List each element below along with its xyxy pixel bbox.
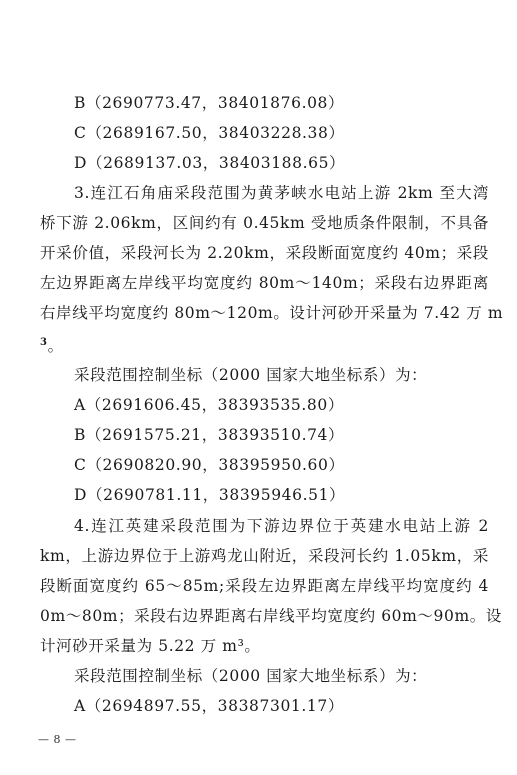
section4-line4: 0m～80m；采段右边界距离右岸线平均宽度约 60m～90m。设 xyxy=(40,607,502,625)
section3-line4: 左边界距离左岸线平均宽度约 80m～140m；采段右边界距离 xyxy=(40,274,489,292)
page-number: — 8 — xyxy=(38,733,77,746)
section3-coord-a: A（2691606.45，38393535.80） xyxy=(74,396,344,414)
section3-coord-b: B（2691575.21，38393510.74） xyxy=(74,426,345,444)
section3-line1: 3.连江石角庙采段范围为黄茅峡水电站上游 2km 至大湾 xyxy=(74,184,489,202)
section3-line6 xyxy=(40,333,489,356)
section4-line1: 4.连江英建采段范围为下游边界位于英建水电站上游 2 xyxy=(74,517,489,535)
coord-d-prev: D（2689137.03，38403188.65） xyxy=(74,154,346,172)
section4-line5: 计河砂开采量为 5.22 万 m³。 xyxy=(40,637,261,655)
section3-coord-d: D（2690781.11，38395946.51） xyxy=(74,486,346,504)
section3-line3: 开采价值，采段河长为 2.20km，采段断面宽度约 40m；采段 xyxy=(40,244,489,262)
section4-coord-title: 采段范围控制坐标（2000 国家大地坐标系）为： xyxy=(74,667,428,685)
section3-line6-tail: 。 xyxy=(47,337,64,356)
section3-line5: 右岸线平均宽度约 80m～120m。设计河砂开采量为 7.42 万 m xyxy=(40,304,504,322)
section4-line3: 段断面宽度约 65～85m;采段左边界距离左岸线平均宽度约 4 xyxy=(40,577,489,595)
section4-line2: km，上游边界位于上游鸡龙山附近，采段河长约 1.05km，采 xyxy=(40,547,489,565)
coord-c-prev: C（2689167.50，38403228.38） xyxy=(74,124,345,142)
section3-coord-c: C（2690820.90，38395950.60） xyxy=(74,456,345,474)
superscript-3: 3 xyxy=(40,337,48,348)
section4-coord-a: A（2694897.55，38387301.17） xyxy=(74,697,344,715)
section3-coord-title: 采段范围控制坐标（2000 国家大地坐标系）为： xyxy=(74,366,428,384)
section3-line2: 桥下游 2.06km，区间约有 0.45km 受地质条件限制，不具备 xyxy=(40,214,489,232)
coord-b-prev: B（2690773.47，38401876.08） xyxy=(74,94,345,112)
